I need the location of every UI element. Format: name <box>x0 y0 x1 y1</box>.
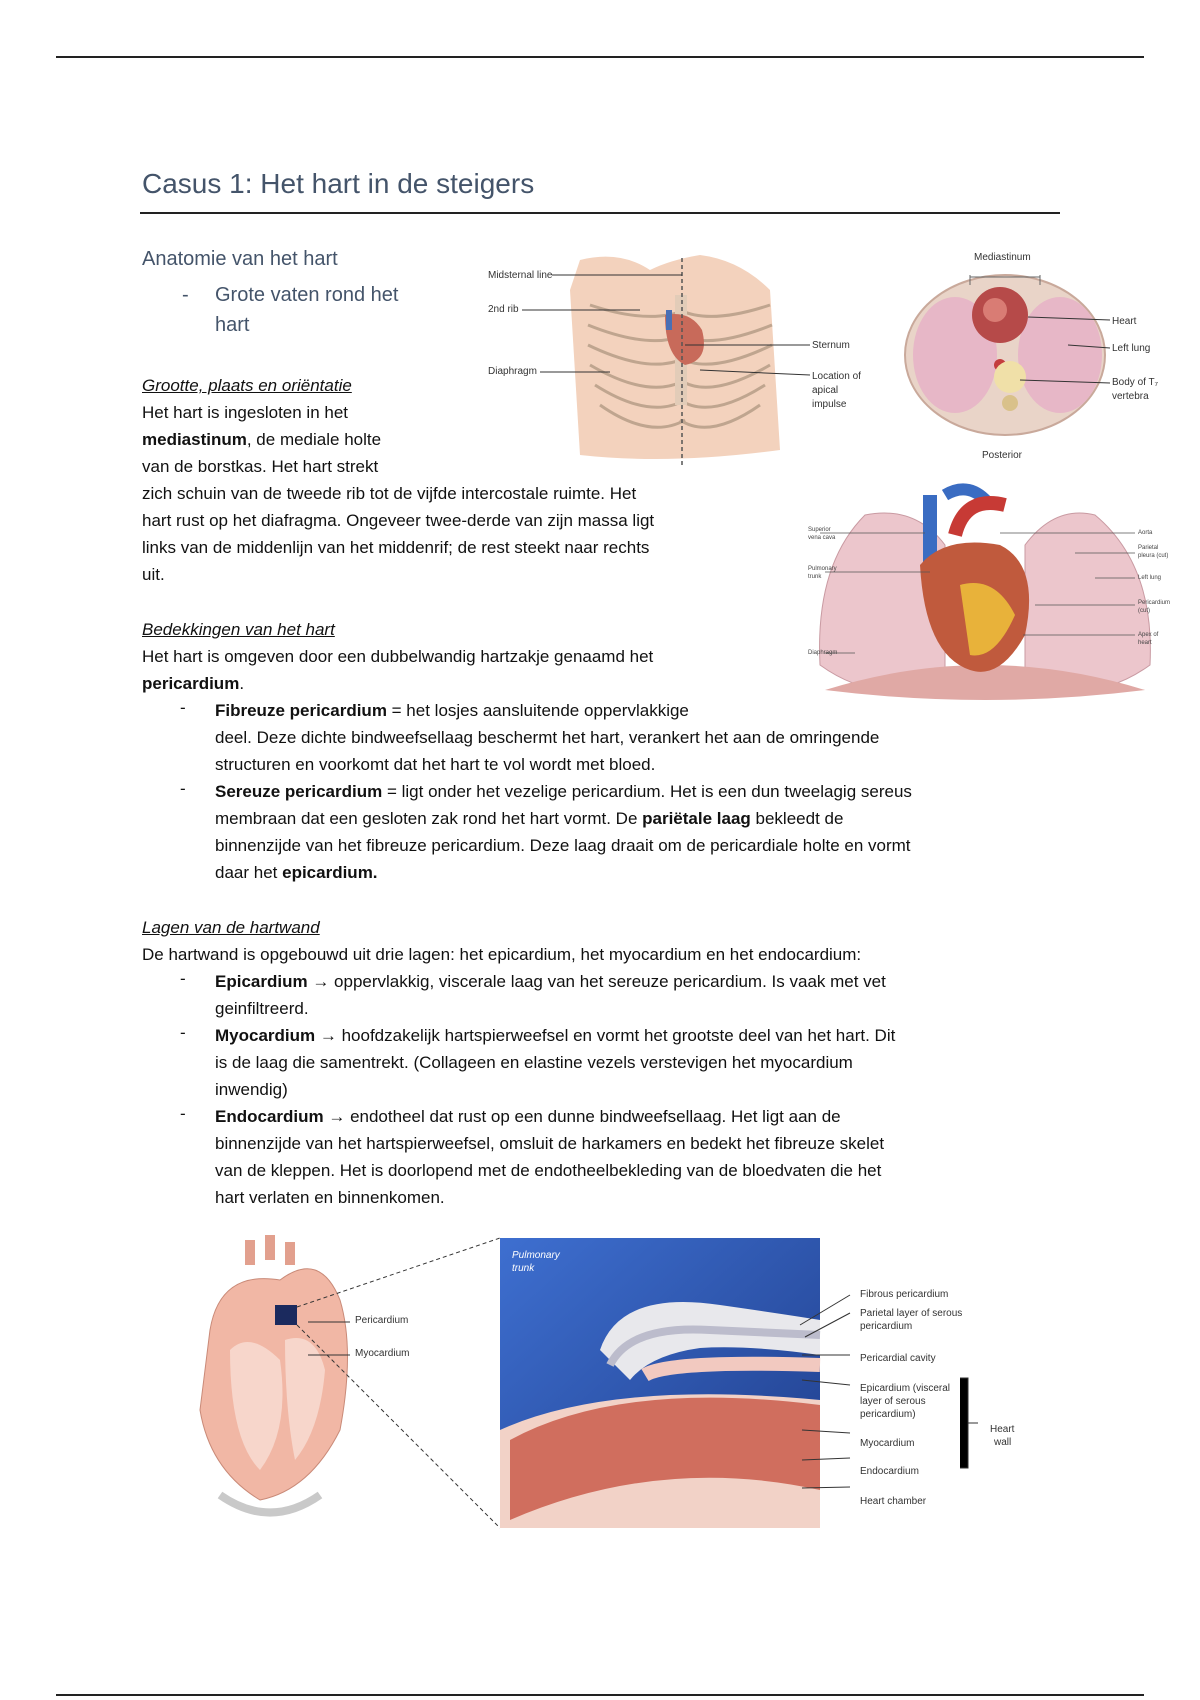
myocardium-bullet-line2: is de laag die samentrekt. (Collageen en elastine vezels verstevigen het myocardium <box>215 1053 853 1072</box>
myocardium-bullet-line1 <box>215 1022 895 1049</box>
label-heart-chamber: Heart chamber <box>860 1496 927 1507</box>
subtitle-dash: - <box>182 284 189 306</box>
label-parietal-layer-2: pericardium <box>860 1321 913 1332</box>
parietale-term: pariëtale laag <box>642 809 751 828</box>
sereuze-line4-a: daar het <box>215 863 283 882</box>
endocardium-text: → endotheel dat rust op een dunne bindweefsellaag. Het ligt aan de <box>323 1107 841 1126</box>
section1-line4: zich schuin van de tweede rib tot de vijfde intercostale ruimte. Het <box>142 484 637 503</box>
fibreuze-bullet-line2: deel. Deze dichte bindweefsellaag beschermt het hart, verankert het aan de omringende <box>215 728 880 747</box>
label-posterior: Posterior <box>982 450 1023 461</box>
subtitle: Anatomie van het hart <box>142 248 338 270</box>
section3-line1: De hartwand is opgebouwd uit drie lagen: het epicardium, het myocardium en het endocardium: <box>142 945 862 964</box>
section1-line1: Het hart is ingesloten in het <box>142 403 349 422</box>
bottom-page-rule <box>56 1694 1144 1696</box>
label-pulmonary-trunk-2: trunk <box>808 574 822 580</box>
bullet-dash: - <box>180 698 186 717</box>
label-apex-1: Apex of <box>1138 632 1159 638</box>
label-superior-vena-cava-1: Superior <box>808 527 831 533</box>
label-apical-1: Location of <box>812 371 861 382</box>
section1-line3: van de borstkas. Het hart strekt <box>142 457 379 476</box>
label-left-lung: Left lung <box>1112 343 1151 354</box>
label-sternum: Sternum <box>812 340 850 351</box>
label-mediastinum: Mediastinum <box>974 252 1031 263</box>
heart-wall-figure <box>190 1230 1070 1530</box>
section3-heading: Lagen van de hartwand <box>142 918 320 937</box>
top-page-rule <box>56 56 1144 58</box>
label-pulmonary-trunk-b: trunk <box>512 1263 535 1274</box>
bullet-dash: - <box>180 1104 186 1123</box>
label-myocardium: Myocardium <box>355 1348 410 1359</box>
section1-heading: Grootte, plaats en oriëntatie <box>142 376 352 395</box>
section1-line5: hart rust op het diafragma. Ongeveer twee-derde van zijn massa ligt <box>142 511 655 530</box>
fibreuze-text: = het losjes aansluitende oppervlakkige <box>386 701 689 720</box>
endocardium-label: Endocardium <box>215 1107 324 1126</box>
myocardium-bullet-line3: inwendig) <box>215 1080 288 1099</box>
section2-line2-rest: . <box>239 674 245 693</box>
sereuze-bullet-line4 <box>215 859 378 886</box>
fibreuze-bullet-line3: structuren en voorkomt dat het hart te vol wordt met bloed. <box>215 755 656 774</box>
subtitle-bullet-line2: hart <box>215 314 250 336</box>
label-heart-wall-1: Heart <box>990 1424 1015 1435</box>
sereuze-term: Sereuze pericardium <box>215 782 383 801</box>
label-left-lung-2: Left lung <box>1138 575 1162 581</box>
label-pericardium-cut-2: (cut) <box>1138 608 1150 614</box>
sereuze-bullet-line1 <box>215 778 912 805</box>
label-pericardium-cut-1: Pericardium <box>1138 600 1171 606</box>
label-epicardium-1: Epicardium (visceral <box>860 1383 951 1394</box>
label-epicardium-3: pericardium) <box>860 1409 916 1420</box>
epicardium-term: epicardium. <box>282 863 378 882</box>
label-heart-wall-2: wall <box>994 1437 1012 1448</box>
label-vertebra: vertebra <box>1112 391 1149 402</box>
epicardium-text: → oppervlakkig, viscerale laag van het sereuze pericardium. Is vaak met vet <box>307 972 886 991</box>
section1-line2 <box>142 426 381 453</box>
lungs-heart-figure <box>795 475 1175 710</box>
bullet-dash: - <box>180 779 186 798</box>
subtitle-bullet-line1: Grote vaten rond het <box>215 284 399 306</box>
section2-heading: Bedekkingen van het hart <box>142 620 335 639</box>
epicardium-bullet-line1 <box>215 968 886 995</box>
myocardium-label: Myocardium <box>215 1026 316 1045</box>
label-diaphragm: Diaphragm <box>488 366 537 377</box>
myocardium-text: → hoofdzakelijk hartspierweefsel en vormt het grootste deel van het hart. Dit <box>315 1026 896 1045</box>
label-parietal-pleura-2: pleura (cut) <box>1138 553 1169 559</box>
sereuze-bullet-line2 <box>215 805 843 832</box>
section1-line2-rest: , de mediale holte <box>246 430 382 449</box>
sereuze-text: = ligt onder het vezelige pericardium. Het is een dun tweelagig sereus <box>382 782 912 801</box>
label-2nd-rib: 2nd rib <box>488 304 519 315</box>
label-parietal-layer-1: Parietal layer of serous <box>860 1308 963 1319</box>
label-aorta: Aorta <box>1138 530 1153 536</box>
label-heart: Heart <box>1112 316 1137 327</box>
sereuze-line2-a: membraan dat een gesloten zak rond het hart vormt. De <box>215 809 643 828</box>
label-endocardium: Endocardium <box>860 1466 919 1477</box>
label-apical-2: apical <box>812 385 839 396</box>
label-apex-2: heart <box>1138 640 1152 646</box>
mediastinum-term: mediastinum <box>142 430 247 449</box>
sereuze-bullet-line3: binnenzijde van het fibreuze pericardium. Deze laag draait om de pericardiale holte en vormt <box>215 836 911 855</box>
label-pericardial-cavity: Pericardial cavity <box>860 1353 936 1364</box>
section2-line1: Het hart is omgeven door een dubbelwandig hartzakje genaamd het <box>142 647 654 666</box>
section1-line6: links van de middenlijn van het middenrif; de rest steekt naar rechts <box>142 538 650 557</box>
bullet-dash: - <box>180 969 186 988</box>
label-superior-vena-cava-2: vena cava <box>808 535 836 541</box>
label-midsternal-line: Midsternal line <box>488 270 553 281</box>
endocardium-bullet-line2: binnenzijde van het hartspierweefsel, omsluit de harkamers en bedekt het fibreuze skelet <box>215 1134 885 1153</box>
pericardium-term: pericardium <box>142 674 240 693</box>
label-diaphragm-2: Diaphragm <box>808 650 838 656</box>
endocardium-bullet-line4: hart verlaten en binnenkomen. <box>215 1188 445 1207</box>
title-underline <box>140 212 1060 214</box>
section2-line2 <box>142 670 244 697</box>
epicardium-label: Epicardium <box>215 972 308 991</box>
endocardium-bullet-line3: van de kleppen. Het is doorlopend met de endotheelbekleding van de bloedvaten die het <box>215 1161 882 1180</box>
label-fibrous-pericardium: Fibrous pericardium <box>860 1289 949 1300</box>
fibreuze-term: Fibreuze pericardium <box>215 701 387 720</box>
sereuze-line2-b: bekleedt de <box>750 809 844 828</box>
bullet-dash: - <box>180 1023 186 1042</box>
document-title: Casus 1: Het hart in de steigers <box>142 168 535 199</box>
label-epicardium-2: layer of serous <box>860 1396 926 1407</box>
label-pericardium: Pericardium <box>355 1315 409 1326</box>
cross-section-figure <box>900 255 1160 455</box>
label-body-t7: Body of T₇ <box>1112 377 1159 388</box>
label-pulmonary-trunk-1: Pulmonary <box>808 566 837 572</box>
label-apical-3: impulse <box>812 399 847 410</box>
chest-figure <box>470 250 850 465</box>
section1-line7: uit. <box>142 565 165 584</box>
label-parietal-pleura-1: Parietal <box>1138 545 1159 551</box>
endocardium-bullet-line1 <box>215 1103 841 1130</box>
fibreuze-bullet-line1 <box>215 697 689 724</box>
epicardium-bullet-line2: geinfiltreerd. <box>215 999 309 1018</box>
label-pulmonary-trunk-a: Pulmonary <box>512 1250 560 1261</box>
label-myocardium-2: Myocardium <box>860 1438 915 1449</box>
